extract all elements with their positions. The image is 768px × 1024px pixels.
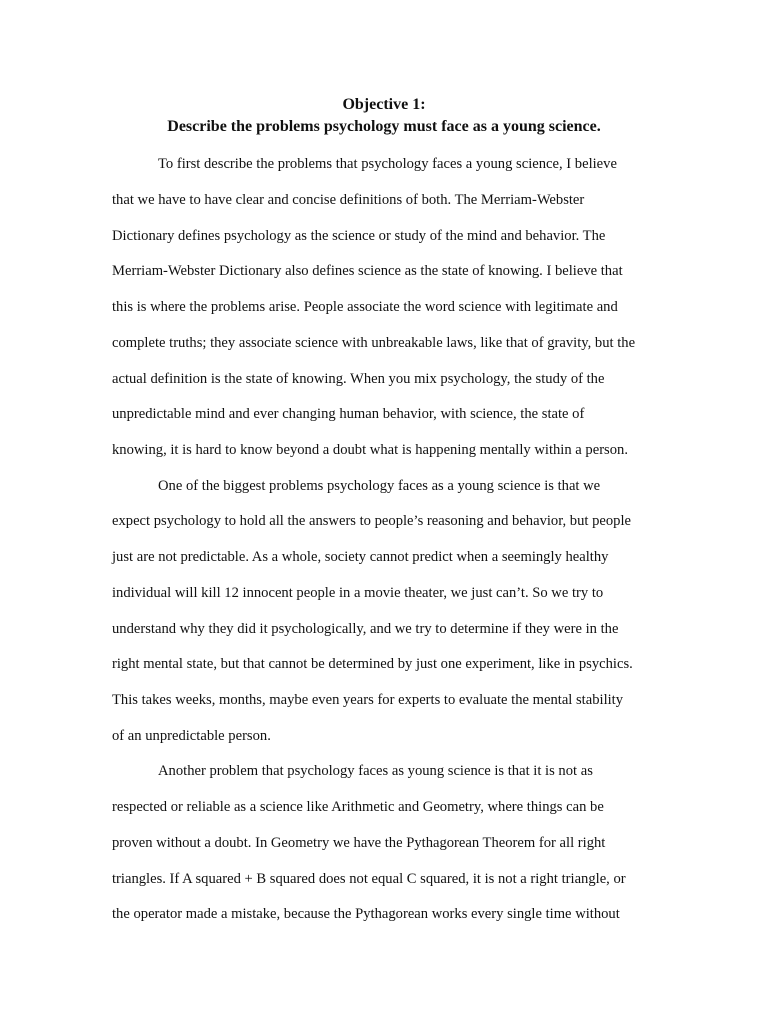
paragraph-3-line-2: respected or reliable as a science like Arithmetic and Geometry, where things can be	[112, 799, 604, 815]
paragraph-1-line-5: this is where the problems arise. People associate the word science with legitimate and	[112, 299, 618, 315]
objective-subheading: Describe the problems psychology must face as a young science.	[167, 118, 601, 135]
paragraph-1-line-2: that we have to have clear and concise definitions of both. The Merriam-Webster	[112, 192, 585, 208]
paragraph-1-line-6: complete truths; they associate science with unbreakable laws, like that of gravity, but the	[112, 335, 636, 351]
paragraph-2-line-2: expect psychology to hold all the answers to people’s reasoning and behavior, but people	[112, 513, 631, 529]
paragraph-1-line-1: To first describe the problems that psychology faces a young science, I believe	[158, 156, 617, 172]
paragraph-3-line-1: Another problem that psychology faces as young science is that it is not as	[158, 763, 593, 779]
paragraph-2-line-7: This takes weeks, months, maybe even years for experts to evaluate the mental stability	[112, 692, 624, 708]
paragraph-1-line-3: Dictionary defines psychology as the science or study of the mind and behavior. The	[112, 228, 606, 244]
paragraph-3-line-3: proven without a doubt. In Geometry we have the Pythagorean Theorem for all right	[112, 835, 606, 851]
paragraph-1-line-8: unpredictable mind and ever changing human behavior, with science, the state of	[112, 406, 585, 422]
paragraph-3-line-5: the operator made a mistake, because the Pythagorean works every single time without	[112, 906, 620, 922]
paragraph-2-line-1: One of the biggest problems psychology faces as a young science is that we	[158, 478, 601, 494]
paragraph-2-line-5: understand why they did it psychologically, and we try to determine if they were in the	[112, 621, 619, 637]
objective-heading: Objective 1:	[342, 96, 426, 113]
paragraph-1-line-7: actual definition is the state of knowing. When you mix psychology, the study of the	[112, 371, 605, 387]
paragraph-2-line-3: just are not predictable. As a whole, society cannot predict when a seemingly healthy	[112, 549, 609, 565]
paragraph-2-line-6: right mental state, but that cannot be determined by just one experiment, like in psychics.	[112, 656, 633, 672]
paragraph-1-line-9: knowing, it is hard to know beyond a doubt what is happening mentally within a person.	[112, 442, 628, 458]
paragraph-1-line-4: Merriam-Webster Dictionary also defines science as the state of knowing. I believe that	[112, 263, 623, 279]
paragraph-2-line-4: individual will kill 12 innocent people in a movie theater, we just can’t. So we try to	[112, 585, 604, 601]
paragraph-2-line-8: of an unpredictable person.	[112, 728, 271, 744]
paragraph-3-line-4: triangles. If A squared + B squared does not equal C squared, it is not a right triangle, or	[112, 871, 626, 887]
